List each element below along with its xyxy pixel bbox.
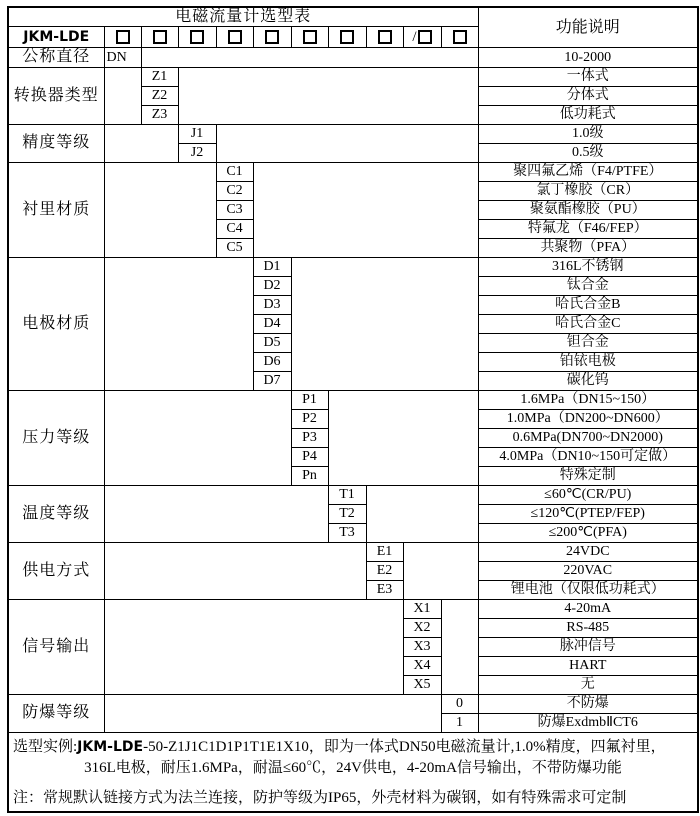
option-code: C3 [216,200,253,219]
option-description: RS-485 [478,618,698,637]
option-description: 铂铱电极 [478,352,698,371]
selection-example-line1 [13,737,693,758]
spacer-cell [141,48,478,67]
option-code: T3 [328,523,366,542]
option-description: 防爆ExdmbⅡCT6 [478,713,698,732]
option-code: P4 [291,447,328,466]
model-checkbox[interactable] [418,30,432,44]
model-checkbox[interactable] [190,30,204,44]
category-label: 温度等级 [8,485,104,542]
option-code: D1 [253,257,291,276]
spacer-cell [253,162,478,257]
model-checkbox-cell [366,27,403,48]
option-code: D2 [253,276,291,295]
model-checkbox[interactable] [228,30,242,44]
option-description: 0.5级 [478,143,698,162]
option-code: 1 [441,713,478,732]
option-description: 氯丁橡胶（CR） [478,181,698,200]
option-description: 4.0MPa（DN10~150可定做） [478,447,698,466]
option-description: 碳化钨 [478,371,698,390]
spacer-cell [104,67,141,124]
function-column-header: 功能说明 [478,7,698,48]
category-label: 防爆等级 [8,694,104,732]
option-description: 1.0MPa（DN200~DN600） [478,409,698,428]
option-description: 钛合金 [478,276,698,295]
option-code: T1 [328,485,366,504]
model-prefix: JKM-LDE [8,27,104,48]
option-code: X4 [403,656,441,675]
option-code: D4 [253,314,291,333]
option-description: 共聚物（PFA） [478,238,698,257]
option-description: 无 [478,675,698,694]
category-label: 信号输出 [8,599,104,694]
slash-separator: / [412,28,417,45]
example-label: 选型实例: [13,738,78,755]
option-description: 0.6MPa(DN700~DN2000) [478,428,698,447]
option-code: P3 [291,428,328,447]
option-description: 不防爆 [478,694,698,713]
spacer-cell [216,124,478,162]
option-code: Z1 [141,67,178,86]
option-description: 分体式 [478,86,698,105]
category-label: 公称直径 [8,48,104,67]
selection-example-line2: 316L电极，耐压1.6MPa，耐温≤60℃，24V供电，4-20mA信号输出，不带防爆功能 [84,759,622,776]
option-code: X3 [403,637,441,656]
option-code: C5 [216,238,253,257]
table-title: 电磁流量计选型表 [8,7,478,27]
option-description: 特殊定制 [478,466,698,485]
option-code: Z2 [141,86,178,105]
example-code-text: -50-Z1J1C1D1P1T1E1X10，即为一体式DN50电磁流量计,1.0%精度，四氟衬里， [143,738,666,755]
option-description: 钽合金 [478,333,698,352]
spacer-cell [104,390,291,485]
option-description: ≤60℃(CR/PU) [478,485,698,504]
option-description: ≤200℃(PFA) [478,523,698,542]
spacer-cell [104,694,441,732]
category-label: 衬里材质 [8,162,104,257]
spacer-cell [104,542,366,599]
option-code: Pn [291,466,328,485]
category-label: 供电方式 [8,542,104,599]
option-code: E1 [366,542,403,561]
option-code: E2 [366,561,403,580]
option-description: 哈氏合金C [478,314,698,333]
spacer-cell [403,542,478,599]
option-description: ≤120℃(PTEP/FEP) [478,504,698,523]
option-description: HART [478,656,698,675]
option-description: 4-20mA [478,599,698,618]
model-checkbox[interactable] [116,30,130,44]
category-label: 转换器类型 [8,67,104,124]
spacer-cell [104,485,328,542]
option-description: 特氟龙（F46/FEP） [478,219,698,238]
spacer-cell [328,390,478,485]
spacer-cell [104,124,178,162]
option-description: 锂电池（仅限低功耗式） [478,580,698,599]
option-description: 316L不锈钢 [478,257,698,276]
option-code: J2 [178,143,216,162]
spacer-cell [441,599,478,694]
option-code: DN [104,48,141,67]
model-checkbox-cell [104,27,141,48]
option-description: 脉冲信号 [478,637,698,656]
option-description: 24VDC [478,542,698,561]
spacer-cell [104,257,253,390]
spacer-cell [178,67,478,124]
option-code: J1 [178,124,216,143]
example-model: JKM-LDE [77,738,144,755]
option-code: C4 [216,219,253,238]
option-description: 10-2000 [478,48,698,67]
option-code: X5 [403,675,441,694]
model-checkbox-cell [328,27,366,48]
model-checkbox-cell [216,27,253,48]
option-code: C1 [216,162,253,181]
option-code: P2 [291,409,328,428]
model-checkbox[interactable] [303,30,317,44]
option-code: D6 [253,352,291,371]
option-code: T2 [328,504,366,523]
model-checkbox[interactable] [453,30,467,44]
model-checkbox[interactable] [340,30,354,44]
option-code: D7 [253,371,291,390]
footer-section [8,732,698,812]
option-description: 低功耗式 [478,105,698,124]
model-checkbox-cell [141,27,178,48]
option-description: 1.0级 [478,124,698,143]
model-checkbox-cell [291,27,328,48]
option-description: 哈氏合金B [478,295,698,314]
option-code: Z3 [141,105,178,124]
spacer-cell [104,162,216,257]
spacer-cell [291,257,478,390]
spacer-cell [104,599,403,694]
model-checkbox[interactable] [378,30,392,44]
option-code: D5 [253,333,291,352]
note: 注：常规默认链接方式为法兰连接，防护等级为IP65，外壳材料为碳钢，如有特殊需求可定制 [13,789,627,806]
model-checkbox[interactable] [153,30,167,44]
option-code: C2 [216,181,253,200]
model-checkbox-cell [253,27,291,48]
option-code: X2 [403,618,441,637]
option-description: 1.6MPa（DN15~150） [478,390,698,409]
category-label: 电极材质 [8,257,104,390]
model-checkbox-cell [178,27,216,48]
option-description: 聚氨酯橡胶（PU） [478,200,698,219]
option-code: 0 [441,694,478,713]
model-checkbox[interactable] [265,30,279,44]
model-checkbox-cell [403,27,441,48]
option-description: 220VAC [478,561,698,580]
model-checkbox-cell [441,27,478,48]
option-code: E3 [366,580,403,599]
option-code: P1 [291,390,328,409]
option-description: 一体式 [478,67,698,86]
option-code: X1 [403,599,441,618]
category-label: 精度等级 [8,124,104,162]
spacer-cell [366,485,478,542]
category-label: 压力等级 [8,390,104,485]
option-description: 聚四氟乙烯（F4/PTFE） [478,162,698,181]
selection-table [7,6,699,813]
option-code: D3 [253,295,291,314]
